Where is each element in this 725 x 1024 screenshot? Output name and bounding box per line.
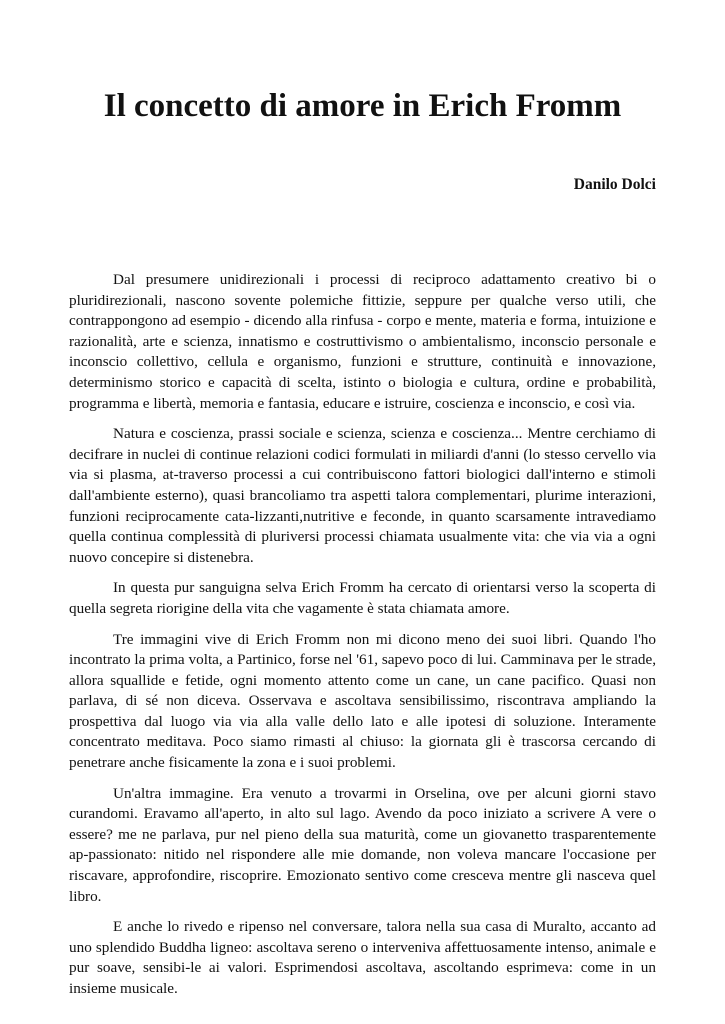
document-title: Il concetto di amore in Erich Fromm (103, 88, 622, 124)
paragraph-6: E anche lo rivedo e ripenso nel conversare, talora nella sua casa di Muralto, accanto ad uno splendido Buddha ligneo: ascoltava sereno o interveniva affettuosamente intenso, animale e pur soave, sensibi-le ai valori. Esprimendosi ascoltava, ascoltando esprimeva: come in un insieme musicale. (69, 918, 656, 997)
document-body (69, 270, 656, 1010)
paragraph-4: Tre immagini vive di Erich Fromm non mi dicono meno dei suoi libri. Quando l'ho incontrato la prima volta, a Partinico, forse nel '61, sapevo poco di lui. Camminava per le strade, allora squallide e fetide, ogni momento attento come un cane, un cane pacifico. Quasi non parlava, di sé non diceva. Osservava e ascoltava sensibilissimo, riscontrava ampliando la prospettiva dal luogo via via alla valle dello lato e alle ipotesi di soluzione. Interamente concentrato meditava. Poco siamo rimasti al chiuso: la giornata gli è trascorsa cercando di penetrare anche fisicamente la zona e i suoi problemi. (69, 630, 656, 772)
author-name: Danilo Dolci (573, 176, 656, 193)
paragraph-2: Natura e coscienza, prassi sociale e scienza, scienza e coscienza... Mentre cerchiamo di decifrare in nuclei di continue relazioni codici formulati in miliardi d'anni (lo stesso cervello via via si plasma, at-traverso processi a cui contribuiscono fattori biologici dall'interno e stimoli dall'ambiente esterno), quasi brancoliamo tra aspetti talora complementari, plurime interazioni, funzioni reciprocamente cata-lizzanti,nutritive e feconde, in quanto scarsamente intravediamo quella continua complessità di pluriversi processi chiamata usualmente vita: che via via a ogni nuovo concepire si distenebra. (69, 425, 656, 566)
paragraph-1: Dal presumere unidirezionali i processi di reciproco adattamento creativo bi o pluridirezionali, nascono sovente polemiche fittizie, seppure per qualche verso utili, che contrappongono ad esempio - dicendo alla rinfusa - corpo e mente, materia e forma, intuizione e razionalità, arte e scienza, innatismo e costruttivismo o ambientalismo, inconscio personale e inconscio collettivo, cellula e organismo, funzioni e strutture, continuità e innovazione, determinismo storico e capacità di scelta, istinto o biologia e cultura, ordine e probabilità, programma e libertà, memoria e fantasia, educare e istruire, coscienza e inconscio, e così via. (69, 271, 656, 412)
paragraph-5: Un'altra immagine. Era venuto a trovarmi in Orselina, ove per alcuni giorni stavo curandomi. Eravamo all'aperto, in alto sul lago. Avendo da poco iniziato a scrivere A vere o essere? me ne parlava, pur nel pieno della sua maturità, come un giovanetto trasparentemente ap-passionato: nitido nel rispondere alle mie domande, non voleva mancare l'occasione per riscavare, approfondire, riscoprire. Emozionato sentivo come cresceva mentre gli nasceva quel libro. (69, 784, 656, 905)
paragraph-3: In questa pur sanguigna selva Erich Fromm ha cercato di orientarsi verso la scoperta di quella segreta riorigine della vita che vagamente è stata chiamata amore. (69, 579, 656, 617)
